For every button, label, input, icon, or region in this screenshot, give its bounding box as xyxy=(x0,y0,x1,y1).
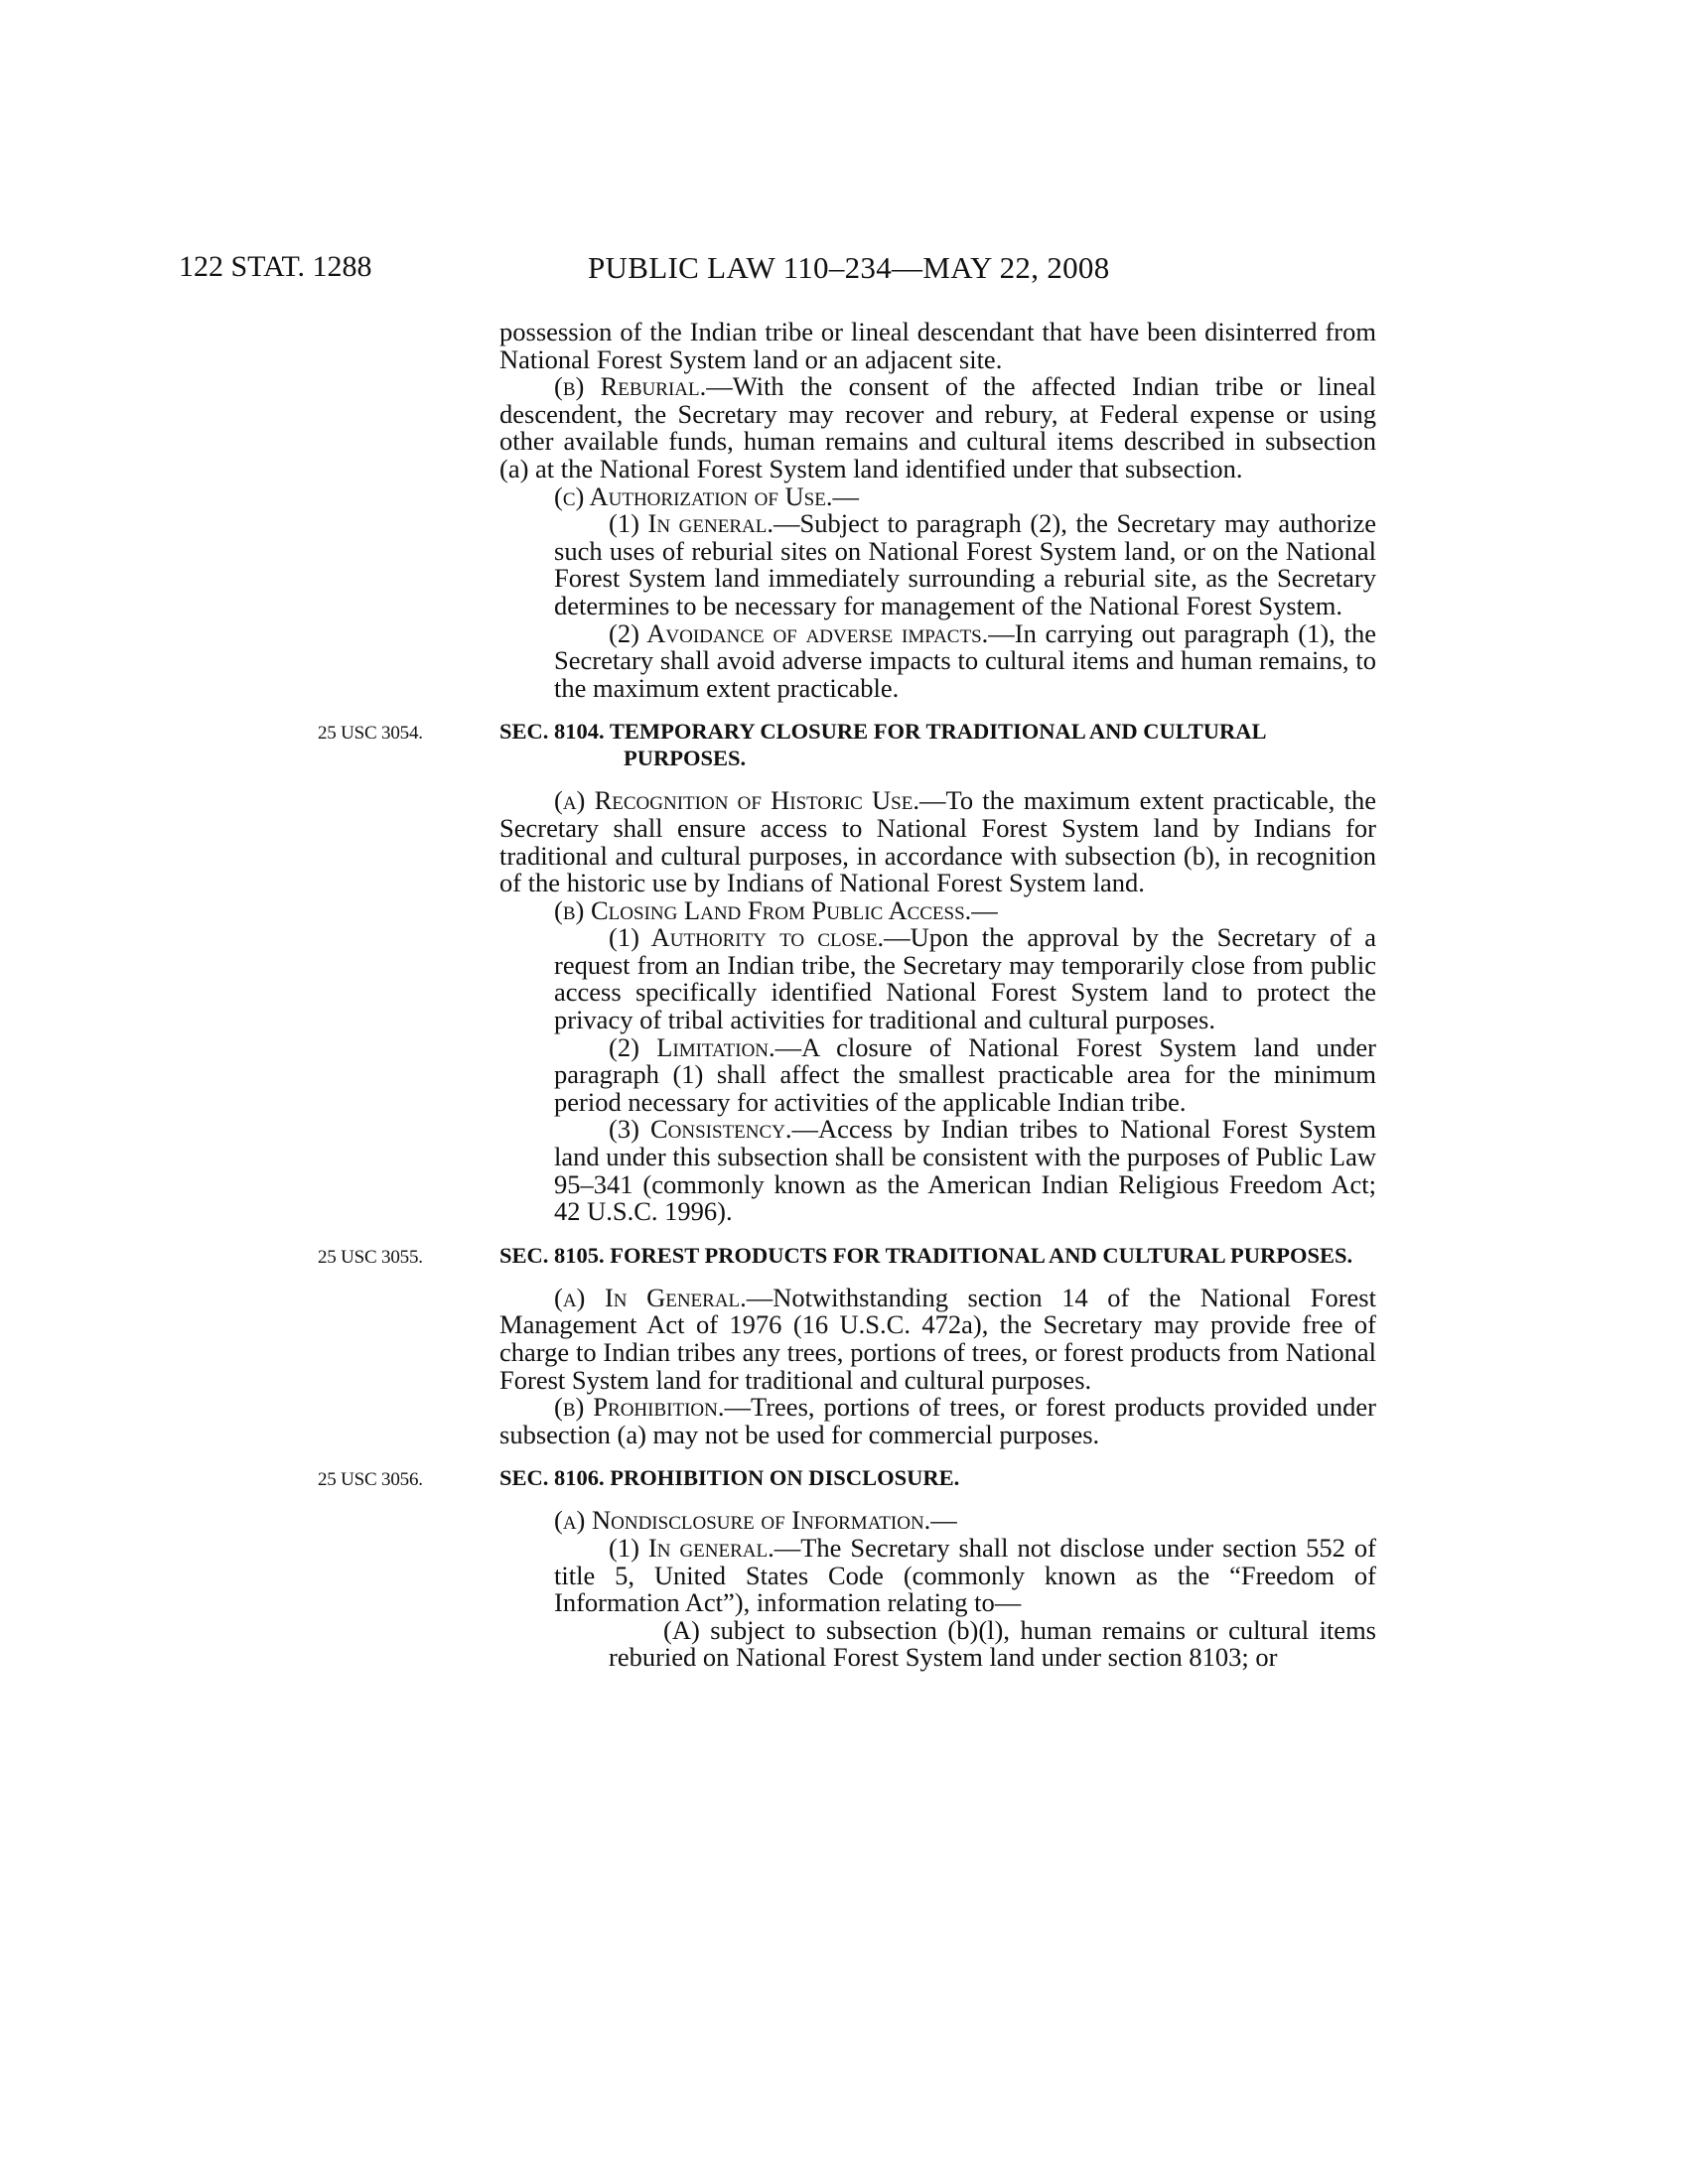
subparagraph-A: (A) subject to subsection (b)(l), human remains or cultural items reburied on National Forest System land under section 8103; or xyxy=(609,1614,1376,1673)
paragraph-text: In carrying out paragraph (1), the Secretary shall avoid adverse impacts to cultural items and human remains, to the maximum extent practicable. xyxy=(554,617,1376,703)
section-8106-heading xyxy=(318,1464,1376,1491)
paragraph-b1 xyxy=(499,924,1376,1033)
section-8105-subsection-b xyxy=(499,1394,1376,1448)
subsection-label: (a) In General.— xyxy=(554,1282,774,1312)
paragraph-c2 xyxy=(499,617,1376,703)
paragraph-b2 xyxy=(499,1031,1376,1117)
paragraph-label: (2) Avoidance of adverse impacts.— xyxy=(609,617,1015,648)
paragraph-label: (2) Limitation.— xyxy=(609,1031,802,1062)
subsection-text: To the maximum extent practicable, the Secretary shall ensure access to National Forest System land by Indians for traditional and cultural purposes, in accordance with subsection (b), in recognition of the historic use by Indians of National Forest System land. xyxy=(499,785,1376,898)
subsection-label: (c) Authorization of Use.— xyxy=(554,480,859,511)
subsection-b-reburial xyxy=(499,373,1376,482)
subsection-label: (b) Closing Land From Public Access.— xyxy=(554,894,998,925)
running-title: PUBLIC LAW 110–234—MAY 22, 2008 xyxy=(588,250,1110,285)
subsection-label: (a) Nondisclosure of Information.— xyxy=(554,1505,957,1536)
paragraph-a1 xyxy=(499,1532,1376,1618)
paragraph-text: A closure of National Forest System land under paragraph (1) shall affect the smallest practicable area for the minimum period necessary for activities of the applicable Indian tribe. xyxy=(554,1031,1376,1117)
section-8105-heading xyxy=(318,1242,1376,1269)
document-body xyxy=(318,317,1377,1673)
subsection-text: Notwithstanding section 14 of the National Forest Management Act of 1976 (16 U.S.C. 472a), the Secretary may provide free of charge to Indian tribes any trees, portions of trees, or forest products from National Forest System land for traditional and cultural purposes. xyxy=(499,1282,1376,1395)
section-title: SEC. 8105. FOREST PRODUCTS FOR TRADITIONAL AND CULTURAL PURPOSES. xyxy=(499,1242,1353,1268)
section-8106-subsection-a xyxy=(499,1507,1376,1535)
paragraph-c1 xyxy=(499,510,1376,619)
paragraph-label: (1) Authority to close.— xyxy=(609,922,911,953)
subsection-text: With the consent of the affected Indian tribe or lineal descendent, the Secretary may recover and rebury, at Federal expense or using other available funds, human remains and cultural items described in subsection (a) at the National Forest System land identified under that subsection. xyxy=(499,371,1376,483)
continued-paragraph: possession of the Indian tribe or lineal descendant that have been disinterred from National Forest System land or an adjacent site. xyxy=(499,317,1376,374)
subsection-label: (b) Prohibition.— xyxy=(554,1392,751,1423)
usc-margin-note: 25 USC 3055. xyxy=(318,1246,423,1268)
paragraph-label: (1) In general.— xyxy=(609,1532,801,1563)
paragraph-label: (1) In general.— xyxy=(609,508,800,539)
section-title: SEC. 8104. TEMPORARY CLOSURE FOR TRADITIONAL AND CULTURAL PURPOSES. xyxy=(499,719,1266,771)
subsection-c-authorization xyxy=(499,480,1376,511)
section-8104-subsection-a xyxy=(499,787,1376,896)
paragraph-text: Subject to paragraph (2), the Secretary may authorize such uses of reburial sites on National Forest System land, or on the National Forest System land immediately surrounding a reburial site, as the Secretary determines to be necessary for management of the National Forest System. xyxy=(554,508,1376,620)
paragraph-text: Access by Indian tribes to National Forest System land under this subsection shall be consistent with the purposes of Public Law 95–341 (commonly known as the American Indian Religious Freedom Act; 42 U.S.C. 1996). xyxy=(554,1114,1376,1227)
subsection-label: (b) Reburial.— xyxy=(554,371,733,402)
section-8105-subsection-a xyxy=(499,1282,1376,1395)
subsection-text: Trees, portions of trees, or forest products provided under subsection (a) may not be used for commercial purposes. xyxy=(499,1392,1376,1449)
section-8104-subsection-b xyxy=(499,894,1376,925)
section-title: SEC. 8106. PROHIBITION ON DISCLOSURE. xyxy=(499,1465,960,1491)
paragraph-b3 xyxy=(499,1116,1376,1225)
subsection-label: (a) Recognition of Historic Use.— xyxy=(554,785,946,816)
usc-margin-note: 25 USC 3056. xyxy=(318,1469,423,1491)
page-header xyxy=(0,250,1688,290)
section-8104-heading xyxy=(318,718,1376,771)
statute-page-number: 122 STAT. 1288 xyxy=(179,250,372,283)
usc-margin-note: 25 USC 3054. xyxy=(318,723,423,745)
paragraph-text: The Secretary shall not disclose under section 552 of title 5, United States Code (commonly known as the “Freedom of Information Act”), information relating to— xyxy=(554,1532,1376,1618)
paragraph-label: (3) Consistency.— xyxy=(609,1114,819,1145)
paragraph-text: Upon the approval by the Secretary of a request from an Indian tribe, the Secretary may temporarily close from public access specifically identified National Forest System land to protect the privacy of tribal activities for traditional and cultural purposes. xyxy=(554,922,1377,1035)
